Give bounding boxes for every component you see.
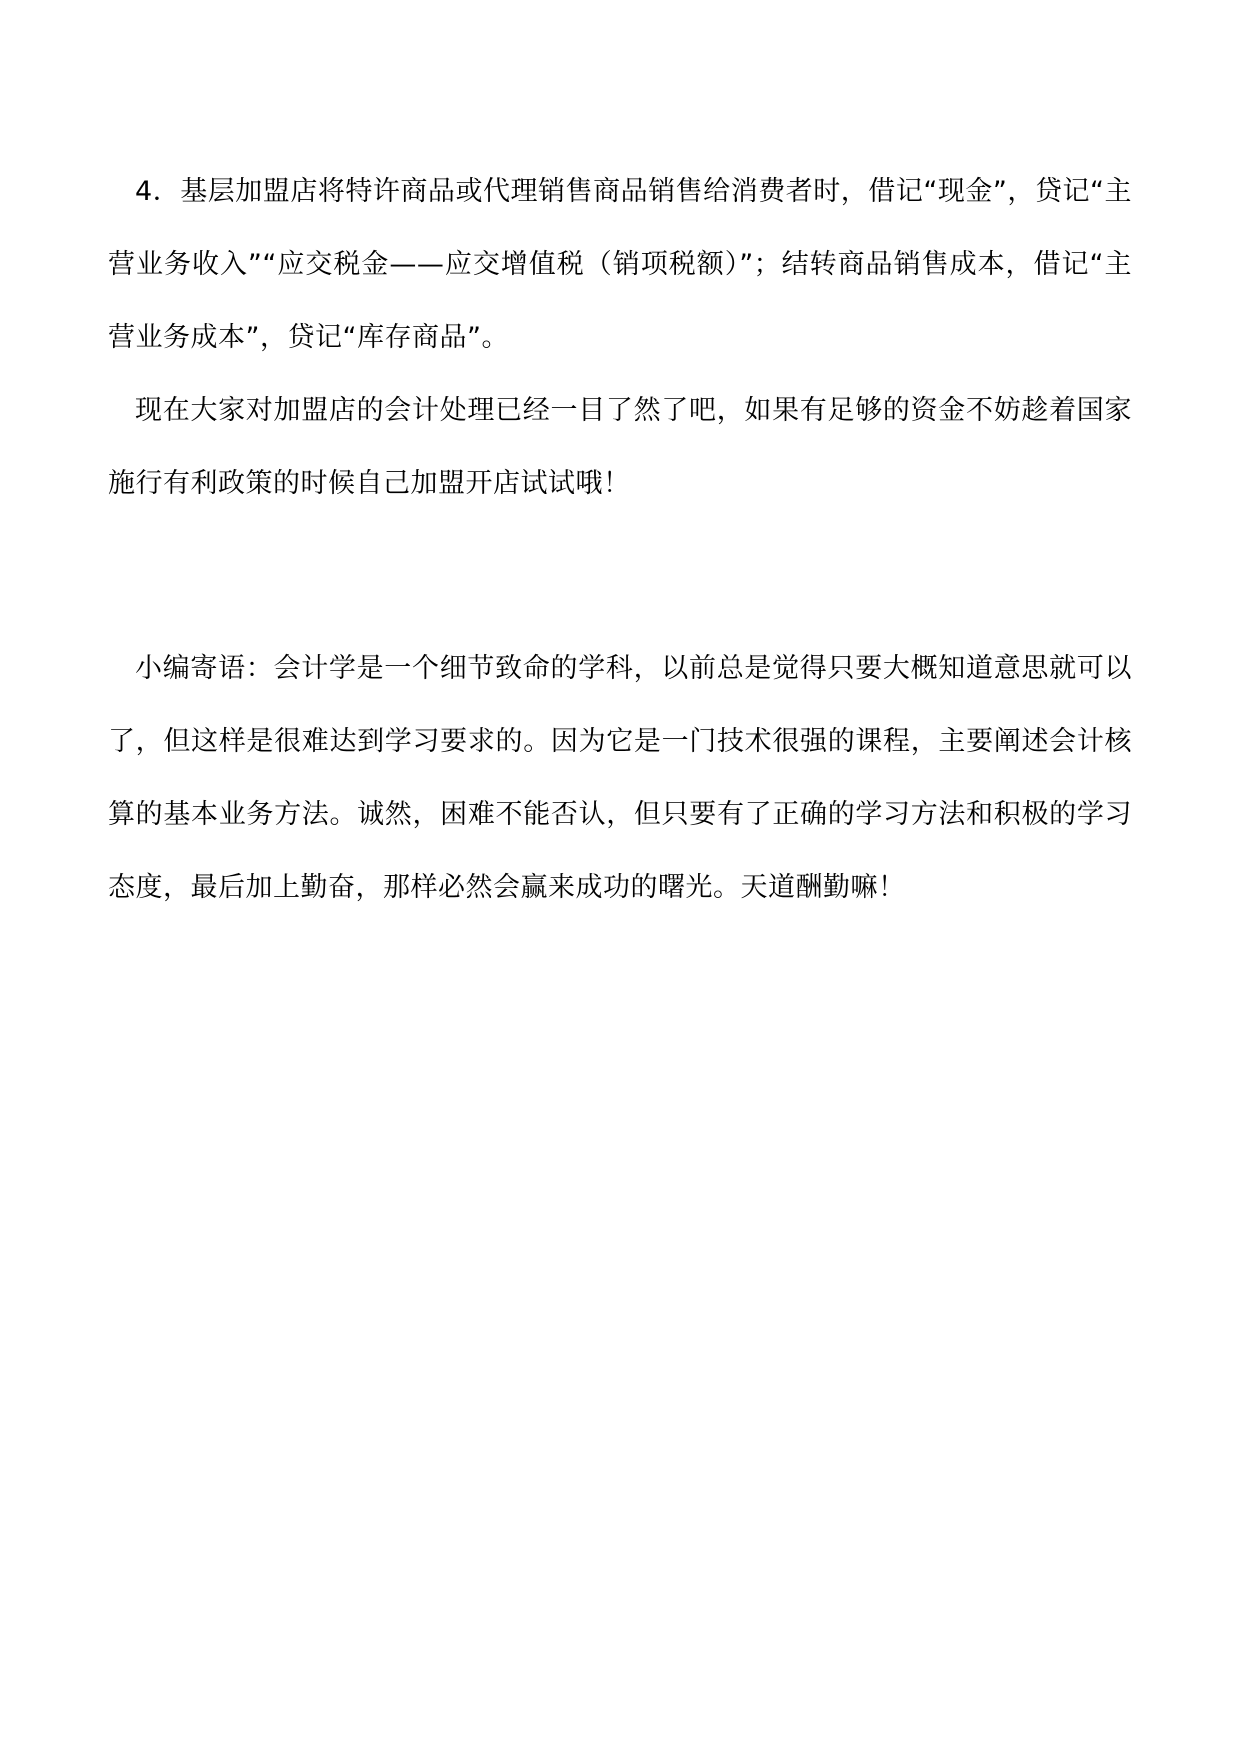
editor-note: 小编寄语：会计学是一个细节致命的学科，以前总是觉得只要大概知道意思就可以了，但这样是很难达到学习要求的。因为它是一门技术很强的课程，主要阐述会计核算的基本业务方法。诚然，困难不能否认，但只要有了正确的学习方法和积极的学习态度，最后加上勤奋，那样必然会赢来成功的曙光。天道酬勤嘛！: [108, 653, 1132, 903]
paragraph-conclusion: 现在大家对加盟店的会计处理已经一目了然了吧，如果有足够的资金不妨趁着国家施行有利政策的时候自己加盟开店试试哦！: [108, 395, 1132, 499]
document-body: [108, 155, 1132, 924]
paragraph-franchise-sales-entry: 4．基层加盟店将特许商品或代理销售商品销售给消费者时，借记“现金”，贷记“主营业务收入”“应交税金——应交增值税（销项税额）”；结转商品销售成本，借记“主营业务成本”，贷记“库存商品”。: [108, 176, 1132, 353]
paragraph-spacer: [108, 520, 1132, 632]
